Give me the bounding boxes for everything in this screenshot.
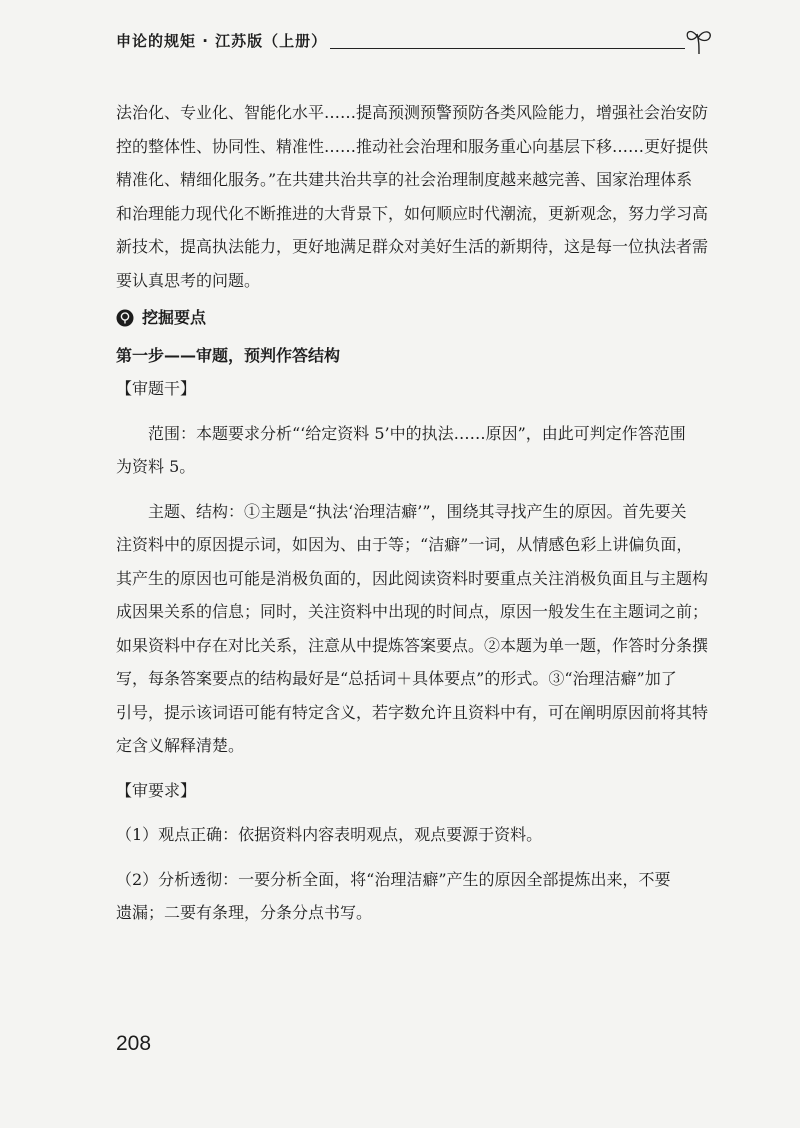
- text-line: 新技术，提高执法能力，更好地满足群众对美好生活的新期待，这是每一位执法者需: [116, 237, 709, 256]
- header-rule: [330, 48, 685, 49]
- text-line: 注资料中的原因提示词，如因为、由于等；“洁癖”一词，从情感色彩上讲偏负面，: [116, 535, 693, 554]
- text-line: 遗漏；二要有条理，分条分点书写。: [116, 903, 373, 922]
- section-title: 挖掘要点: [142, 308, 207, 327]
- text-line: 精准化、精细化服务。”在共建共治共享的社会治理制度越来越完善、国家治理体系: [116, 170, 693, 189]
- step-heading: 第一步——审题，预判作答结构: [116, 345, 341, 365]
- requirement-item-2: [116, 863, 716, 930]
- running-head: 申论的规矩 · 江苏版（上册）: [116, 32, 328, 50]
- text-line: 成因果关系的信息；同时，关注资料中出现的时间点，原因一般发生在主题词之前；: [116, 602, 709, 621]
- text-line: 定含义解释清楚。: [116, 736, 245, 755]
- section-heading: [116, 301, 716, 335]
- page-number: 208: [116, 1032, 152, 1055]
- page-body: [116, 96, 716, 930]
- pin-icon: [116, 309, 134, 327]
- requirement-item-1: [116, 818, 716, 852]
- text-line: 其产生的原因也可能是消极负面的，因此阅读资料时要重点关注消极负面且与主题构: [116, 568, 709, 588]
- scope-paragraph: [116, 417, 716, 484]
- text-line: 引号，提示该词语可能有特定含义，若字数允许且资料中有，可在阐明原因前将其特: [116, 702, 709, 722]
- text-line: （2）分析透彻：一要分析全面，将“治理洁癖”产生的原因全部提炼出来，不要: [116, 869, 671, 889]
- text-line: 和治理能力现代化不断推进的大背景下，如何顺应时代潮流，更新观念，努力学习高: [116, 203, 709, 223]
- text-line: 如果资料中存在对比关系，注意从中提炼答案要点。②本题为单一题，作答时分条撰: [116, 635, 709, 655]
- text-line: 法治化、专业化、智能化水平……提高预测预警预防各类风险能力，增强社会治安防: [116, 103, 709, 122]
- text-line: 范围：本题要求分析“‘给定资料 5’中的执法……原因”，由此可判定作答范围: [148, 423, 686, 443]
- intro-paragraph: [116, 96, 716, 297]
- text-line: 写，每条答案要点的结构最好是“总括词＋具体要点”的形式。③“治理洁癖”加了: [116, 669, 677, 688]
- structure-paragraph: [116, 495, 716, 763]
- text-line: （1）观点正确：依据资料内容表明观点，观点要源于资料。: [116, 825, 543, 844]
- block-label-shen-yaoqiu: 【审要求】: [116, 780, 197, 800]
- text-line: 要认真思考的问题。: [116, 270, 261, 290]
- text-line: 主题、结构：①主题是“执法‘治理洁癖’”，围绕其寻找产生的原因。首先要关: [148, 501, 687, 521]
- block-label-shen-tigan: 【审题干】: [116, 379, 197, 398]
- sprout-icon: [682, 24, 716, 58]
- text-line: 为资料 5。: [116, 457, 196, 476]
- text-line: 控的整体性、协同性、精准性……推动社会治理和服务重心向基层下移……更好提供: [116, 136, 709, 156]
